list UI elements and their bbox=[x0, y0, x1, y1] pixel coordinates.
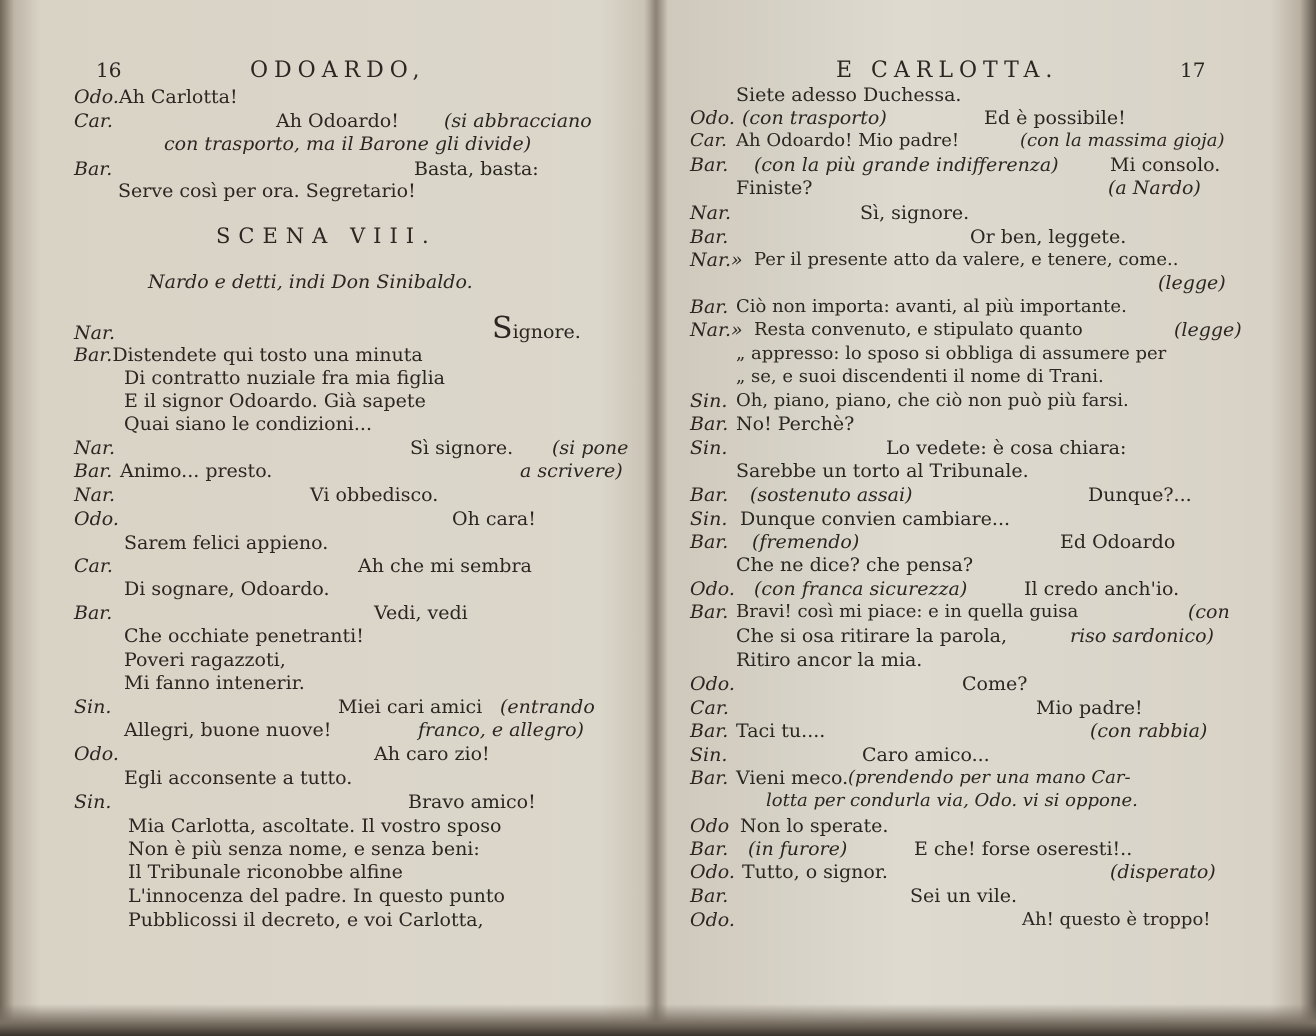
dialogue-line bbox=[690, 744, 1230, 766]
speaker: Nar. bbox=[690, 202, 731, 224]
speaker: Bar. bbox=[690, 296, 729, 318]
speaker: Bar. bbox=[690, 413, 729, 435]
stage-direction: (prendendo per una mano Car- bbox=[848, 767, 1131, 788]
line-text: Per il presente atto da valere, e tenere, come.. bbox=[754, 249, 1179, 270]
line-text: Che si osa ritirare la parola, bbox=[736, 625, 1008, 647]
line-text: Bravo amico! bbox=[408, 791, 536, 813]
speaker: Odo. bbox=[690, 909, 735, 931]
speaker: Nar. bbox=[74, 322, 115, 344]
dialogue-line bbox=[74, 460, 634, 482]
line-text: Di contratto nuziale fra mia figlia bbox=[124, 367, 445, 389]
line-text: Miei cari amici bbox=[338, 696, 483, 718]
line-text: Il Tribunale riconobbe alfine bbox=[128, 861, 403, 883]
dialogue-line bbox=[690, 720, 1230, 742]
line-text bbox=[492, 311, 581, 346]
line-text: Di sognare, Odoardo. bbox=[124, 578, 330, 600]
speaker: Sin. bbox=[690, 390, 728, 412]
line-text: Dunque?... bbox=[1088, 484, 1192, 506]
line-text: Ah caro zio! bbox=[374, 743, 490, 765]
speaker: Odo. bbox=[74, 743, 119, 765]
dialogue-line bbox=[74, 555, 634, 577]
line-text: Il credo anch'io. bbox=[1024, 578, 1180, 600]
page-edge bbox=[0, 1004, 1316, 1036]
stage-direction: (disperato) bbox=[1110, 861, 1216, 883]
speaker: Bar. bbox=[690, 601, 729, 623]
line-text: No! Perchè? bbox=[736, 413, 855, 435]
speaker: Odo. bbox=[690, 861, 735, 883]
speaker: Bar. bbox=[690, 885, 729, 907]
right-page bbox=[664, 0, 1294, 1036]
dialogue-line bbox=[690, 390, 1230, 412]
dialogue-line bbox=[690, 319, 1242, 341]
speaker: Nar.» bbox=[690, 249, 743, 271]
stage-direction: (si pone bbox=[552, 437, 629, 459]
dialogue-line bbox=[736, 177, 1230, 199]
dialogue-line bbox=[690, 531, 1230, 553]
speaker: Odo bbox=[690, 815, 730, 837]
line-text: Animo... presto. bbox=[120, 460, 273, 482]
speaker: Odo. bbox=[690, 578, 735, 600]
stage-direction: (con franca sicurezza) bbox=[754, 578, 968, 600]
stage-direction: (con la massima gioja) bbox=[1020, 130, 1225, 151]
line-text: Siete adesso Duchessa. bbox=[736, 84, 962, 106]
dialogue-line bbox=[690, 885, 1230, 907]
dialogue-line bbox=[690, 484, 1230, 506]
speaker: Bar. bbox=[74, 460, 113, 482]
line-text: „ appresso: lo sposo si obbliga di assumere per bbox=[736, 343, 1167, 364]
stage-direction: (con trasporto) bbox=[742, 107, 887, 129]
drop-cap: S bbox=[492, 311, 513, 346]
stage-direction: lotta per condurla via, Odo. vi si oppone. bbox=[766, 790, 1138, 811]
dialogue-line bbox=[690, 861, 1230, 883]
dialogue-line bbox=[690, 107, 1230, 129]
stage-direction: (legge) bbox=[1158, 272, 1226, 294]
stage-direction: (si abbracciano bbox=[444, 110, 592, 132]
line-text: Caro amico... bbox=[862, 744, 990, 766]
speaker: Sin. bbox=[74, 791, 112, 813]
dialogue-line bbox=[74, 791, 634, 813]
line-text: Oh, piano, piano, che ciò non può più farsi. bbox=[736, 390, 1129, 411]
line-text: Serve così per ora. Segretario! bbox=[118, 180, 416, 202]
speaker: Odo. bbox=[690, 673, 735, 695]
stage-direction: a scrivere) bbox=[520, 460, 623, 482]
dialogue-line bbox=[74, 484, 634, 506]
speaker: Nar. bbox=[74, 437, 115, 459]
line-text: Sì signore. bbox=[410, 437, 514, 459]
dialogue-line bbox=[690, 601, 1230, 623]
line-text: Ah che mi sembra bbox=[358, 555, 532, 577]
dialogue-line bbox=[690, 815, 1230, 837]
line-text: Quai siano le condizioni... bbox=[124, 413, 373, 435]
stage-direction: (in furore) bbox=[748, 838, 848, 860]
line-text: „ se, e suoi discendenti il nome di Trani. bbox=[736, 366, 1104, 387]
dialogue-line bbox=[690, 154, 1230, 176]
dialogue-line bbox=[690, 249, 1230, 271]
dialogue-line bbox=[690, 413, 1230, 435]
line-text: Resta convenuto, e stipulato quanto bbox=[754, 319, 1083, 340]
line-text: Ah Odoardo! bbox=[276, 110, 399, 132]
line-text: Pubblicossi il decreto, e voi Carlotta, bbox=[128, 909, 484, 931]
stage-direction: (sostenuto assai) bbox=[750, 484, 913, 506]
dialogue-line bbox=[690, 226, 1230, 248]
dialogue-line bbox=[690, 508, 1230, 530]
speaker: Car. bbox=[690, 130, 727, 151]
dialogue-line bbox=[74, 344, 423, 366]
speaker: Odo. bbox=[74, 86, 119, 108]
speaker: Sin. bbox=[690, 437, 728, 459]
line-text: Sarebbe un torto al Tribunale. bbox=[736, 460, 1029, 482]
stage-direction: (con la più grande indifferenza) bbox=[754, 154, 1059, 176]
line-text: Egli acconsente a tutto. bbox=[124, 767, 353, 789]
dialogue-line bbox=[736, 625, 1230, 647]
stage-direction: (a Nardo) bbox=[1108, 177, 1201, 199]
scene-title: SCENA VIII. bbox=[216, 224, 437, 248]
line-text: Poveri ragazzoti, bbox=[124, 649, 286, 671]
left-page bbox=[18, 0, 648, 1036]
speaker: Sin. bbox=[74, 696, 112, 718]
line-text: E che! forse oseresti!.. bbox=[914, 838, 1133, 860]
line-text: Ah! questo è troppo! bbox=[1022, 909, 1211, 930]
stage-direction: (legge) bbox=[1174, 319, 1242, 341]
line-text: Finiste? bbox=[736, 177, 813, 199]
line-text: Ah Odoardo! Mio padre! bbox=[736, 130, 960, 151]
speaker: Bar. bbox=[690, 767, 729, 789]
line-text: Basta, basta: bbox=[414, 158, 539, 180]
line-text: Ciò non importa: avanti, al più importante. bbox=[736, 296, 1127, 317]
line-text: Che occhiate penetranti! bbox=[124, 625, 364, 647]
speaker: Bar. bbox=[690, 720, 729, 742]
line-text: Lo vedete: è cosa chiara: bbox=[886, 437, 1127, 459]
line-text: Vieni meco. bbox=[736, 767, 849, 789]
speaker: Nar. bbox=[74, 484, 115, 506]
line-text: Allegri, buone nuove! bbox=[124, 719, 332, 741]
speaker: Nar.» bbox=[690, 319, 743, 341]
line-text: Sarem felici appieno. bbox=[124, 532, 329, 554]
line-text: Ed Odoardo bbox=[1060, 531, 1176, 553]
line-text: Tutto, o signor. bbox=[742, 861, 888, 883]
line-text: E il signor Odoardo. Già sapete bbox=[124, 390, 426, 412]
line-text: L'innocenza del padre. In questo punto bbox=[128, 885, 505, 907]
dialogue-line bbox=[74, 110, 634, 132]
speaker: Odo. bbox=[74, 508, 119, 530]
speaker: Bar. bbox=[690, 484, 729, 506]
line-text: Vedi, vedi bbox=[374, 602, 468, 624]
dialogue-line bbox=[74, 602, 634, 624]
dialogue-line bbox=[690, 202, 1230, 224]
speaker: Bar. bbox=[690, 226, 729, 248]
stage-direction: (con bbox=[1188, 601, 1230, 623]
line-text: Come? bbox=[962, 673, 1028, 695]
dialogue-line bbox=[690, 838, 1230, 860]
running-head: ODOARDO, bbox=[250, 58, 426, 83]
scene-direction: Nardo e detti, indi Don Sinibaldo. bbox=[148, 271, 473, 293]
dialogue-line bbox=[690, 296, 1230, 318]
line-text: Distendete qui tosto una minuta bbox=[112, 344, 423, 366]
dialogue-line bbox=[690, 673, 1230, 695]
dialogue-line bbox=[74, 696, 634, 718]
page-number: 16 bbox=[96, 58, 122, 82]
dialogue-line bbox=[690, 909, 1230, 931]
running-head: E CARLOTTA. bbox=[836, 58, 1059, 83]
speaker: Car. bbox=[74, 110, 113, 132]
dialogue-line bbox=[74, 508, 634, 530]
dialogue-line bbox=[690, 767, 1230, 789]
stage-direction: (fremendo) bbox=[752, 531, 860, 553]
speaker: Bar. bbox=[690, 838, 729, 860]
dialogue-line bbox=[690, 578, 1230, 600]
line-text: Dunque convien cambiare... bbox=[740, 508, 1011, 530]
stage-direction: franco, e allegro) bbox=[418, 719, 584, 741]
dialogue-line bbox=[690, 437, 1230, 459]
stage-direction: (entrando bbox=[500, 696, 595, 718]
page-number: 17 bbox=[1180, 58, 1206, 82]
line-text: Sì, signore. bbox=[860, 202, 970, 224]
speaker: Bar. bbox=[690, 154, 729, 176]
speaker: Bar. bbox=[74, 602, 113, 624]
line-text: Vi obbedisco. bbox=[310, 484, 439, 506]
dialogue-line bbox=[74, 437, 634, 459]
speaker: Sin. bbox=[690, 508, 728, 530]
dialogue-line bbox=[690, 130, 1230, 152]
speaker: Sin. bbox=[690, 744, 728, 766]
line-text: Taci tu.... bbox=[736, 720, 826, 742]
line-text: ignore. bbox=[512, 321, 581, 343]
speaker: Bar. bbox=[74, 158, 113, 180]
line-text: Ed è possibile! bbox=[984, 107, 1126, 129]
speaker: Car. bbox=[690, 697, 729, 719]
line-text: Mia Carlotta, ascoltate. Il vostro sposo bbox=[128, 815, 502, 837]
dialogue-line bbox=[74, 158, 634, 180]
line-text: Che ne dice? che pensa? bbox=[736, 554, 973, 576]
line-text: Oh cara! bbox=[452, 508, 536, 530]
speaker: Bar. bbox=[690, 531, 729, 553]
stage-direction: (con rabbia) bbox=[1090, 720, 1208, 742]
dialogue-line bbox=[690, 697, 1230, 719]
line-text: Non è più senza nome, e senza beni: bbox=[128, 838, 480, 860]
speaker: Car. bbox=[74, 555, 113, 577]
line-text: Non lo sperate. bbox=[740, 815, 889, 837]
line-text: Mi consolo. bbox=[1110, 154, 1221, 176]
line-text: Ritiro ancor la mia. bbox=[736, 649, 923, 671]
speaker: Odo. bbox=[690, 107, 735, 129]
line-text: Sei un vile. bbox=[910, 885, 1018, 907]
line-text: Mi fanno intenerir. bbox=[124, 672, 305, 694]
dialogue-line bbox=[74, 86, 238, 108]
line-text: Bravi! così mi piace: e in quella guisa bbox=[736, 601, 1079, 622]
speaker: Bar. bbox=[74, 344, 113, 366]
stage-direction: con trasporto, ma il Barone gli divide) bbox=[164, 133, 532, 155]
dialogue-line bbox=[124, 719, 634, 741]
stage-direction: riso sardonico) bbox=[1070, 625, 1214, 647]
dialogue-line bbox=[74, 743, 634, 765]
line-text: Mio padre! bbox=[1036, 697, 1143, 719]
line-text: Or ben, leggete. bbox=[970, 226, 1127, 248]
line-text: Ah Carlotta! bbox=[118, 86, 238, 108]
